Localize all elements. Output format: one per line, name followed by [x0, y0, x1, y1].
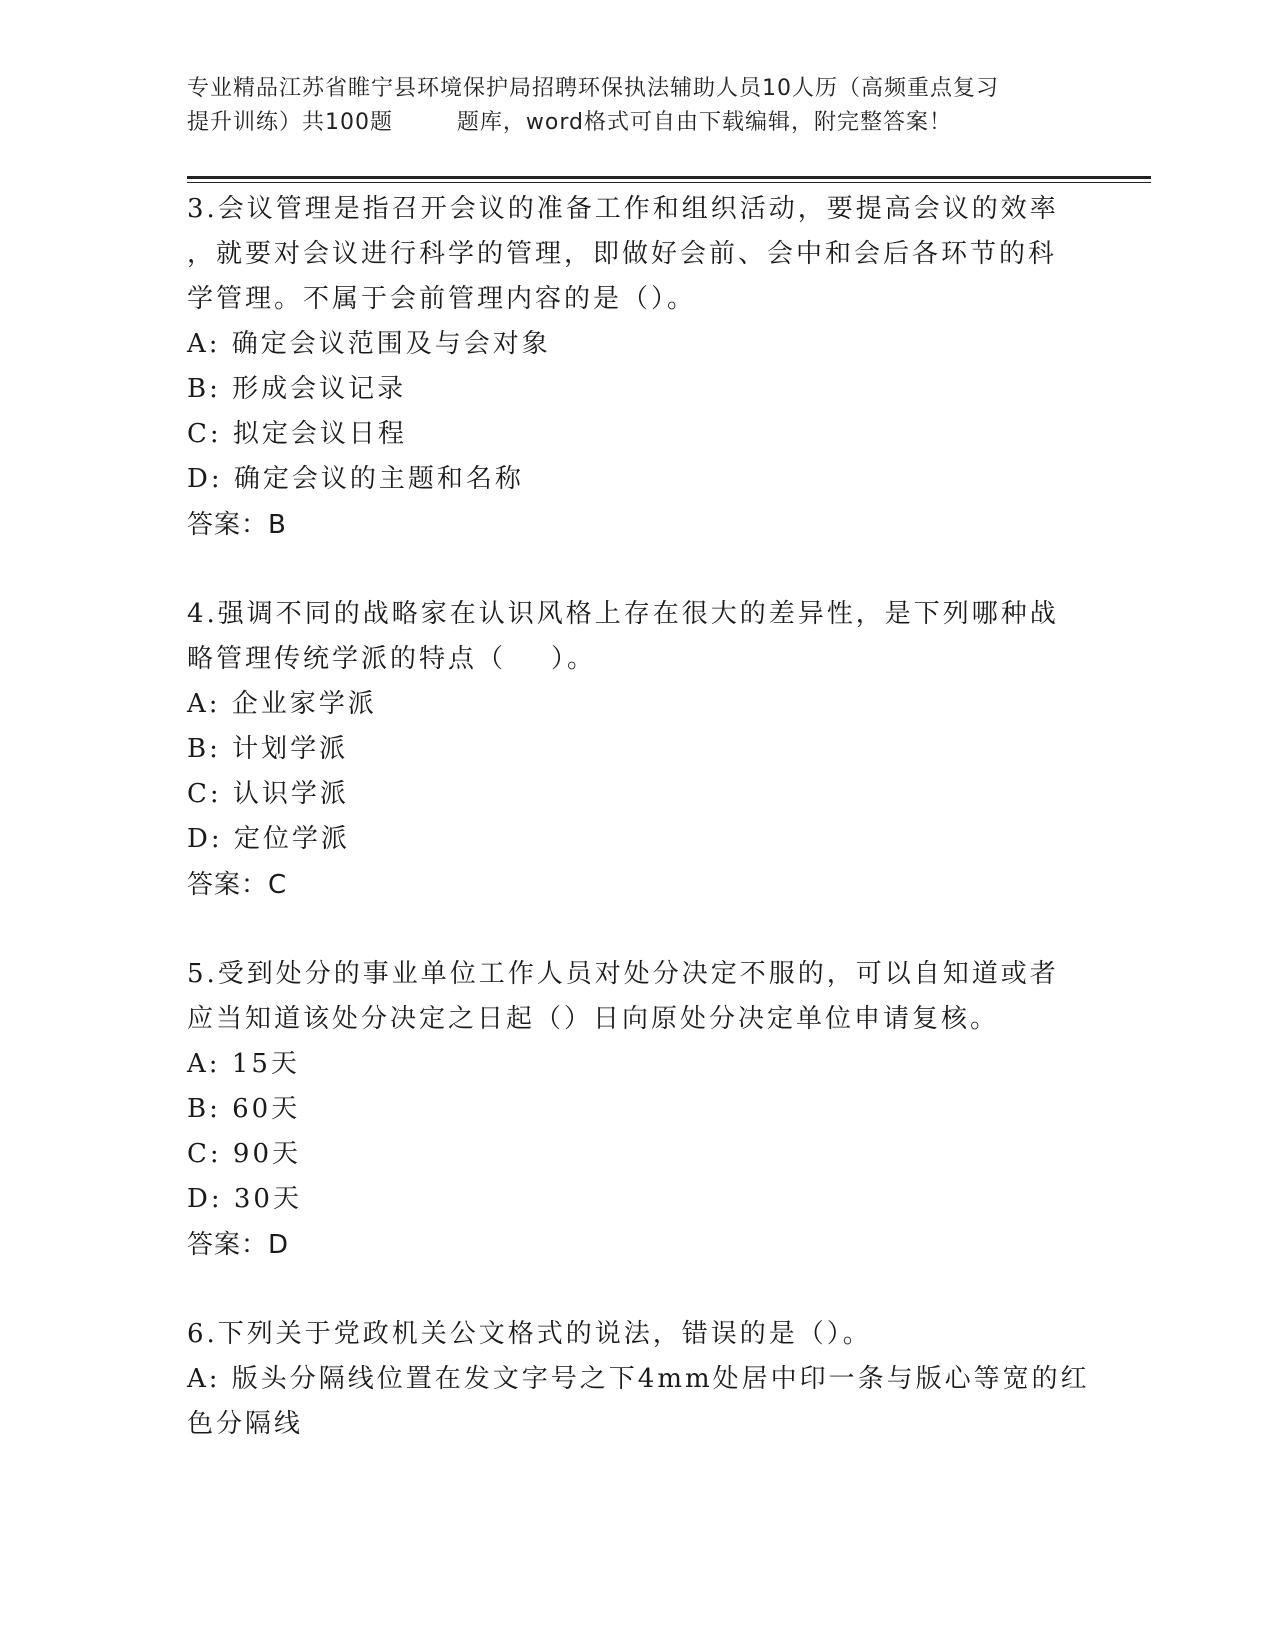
- option-b: B: 形成会议记录: [187, 374, 407, 404]
- answer-label: 答案：C: [187, 870, 288, 900]
- option-a: A: 15天: [187, 1049, 300, 1079]
- option-a: A: 版头分隔线位置在发文字号之下4mm处居中印一条与版心等宽的红: [187, 1364, 1090, 1394]
- option-a: A: 企业家学派: [187, 689, 377, 719]
- option-a: A: 确定会议范围及与会对象: [187, 329, 551, 359]
- option-d: D: 定位学派: [187, 824, 350, 854]
- option-d: D: 确定会议的主题和名称: [187, 464, 524, 494]
- question-6: [187, 1312, 1090, 1447]
- answer-label: 答案：B: [187, 510, 287, 540]
- question-spacer: [187, 548, 1087, 592]
- question-text-line: 应当知道该处分决定之日起（）日向原处分决定单位申请复核。: [187, 1004, 1000, 1034]
- header-divider-thin: [187, 182, 1151, 183]
- option-c: C: 90天: [187, 1139, 302, 1169]
- header-line-2: 提升训练）共100题 题库，word格式可自由下载编辑，附完整答案！: [187, 110, 953, 135]
- question-list: [187, 187, 1090, 1447]
- answer-label: 答案：D: [187, 1230, 290, 1260]
- question-4: [187, 592, 1087, 908]
- option-b: B: 计划学派: [187, 734, 349, 764]
- question-text-line: ，就要对会议进行科学的管理，即做好会前、会中和会后各环节的科: [187, 239, 1058, 269]
- question-text-line: 4.强调不同的战略家在认识风格上存在很大的差异性，是下列哪种战: [187, 599, 1059, 629]
- question-text-line: 6.下列关于党政机关公文格式的说法，错误的是（）。: [187, 1319, 872, 1349]
- header-divider-thick: [187, 176, 1151, 179]
- question-text-line: 学管理。不属于会前管理内容的是（）。: [187, 284, 697, 314]
- question-spacer: [187, 908, 1087, 952]
- option-c: C: 拟定会议日程: [187, 419, 407, 449]
- question-text-line: 5.受到处分的事业单位工作人员对处分决定不服的，可以自知道或者: [187, 959, 1059, 989]
- option-b: B: 60天: [187, 1094, 301, 1124]
- document-header: [187, 72, 1087, 140]
- option-c: C: 认识学派: [187, 779, 349, 809]
- header-line-1: 专业精品江苏省睢宁县环境保护局招聘环保执法辅助人员10人历（高频重点复习: [187, 76, 999, 101]
- question-spacer: [187, 1268, 1087, 1312]
- question-text-line: 3.会议管理是指召开会议的准备工作和组织活动，要提高会议的效率: [187, 194, 1059, 224]
- option-d: D: 30天: [187, 1184, 302, 1214]
- question-text-line: 略管理传统学派的特点（ ）。: [187, 644, 597, 674]
- question-5: [187, 952, 1087, 1268]
- option-a-continued: 色分隔线: [187, 1409, 304, 1439]
- question-3: [187, 187, 1087, 548]
